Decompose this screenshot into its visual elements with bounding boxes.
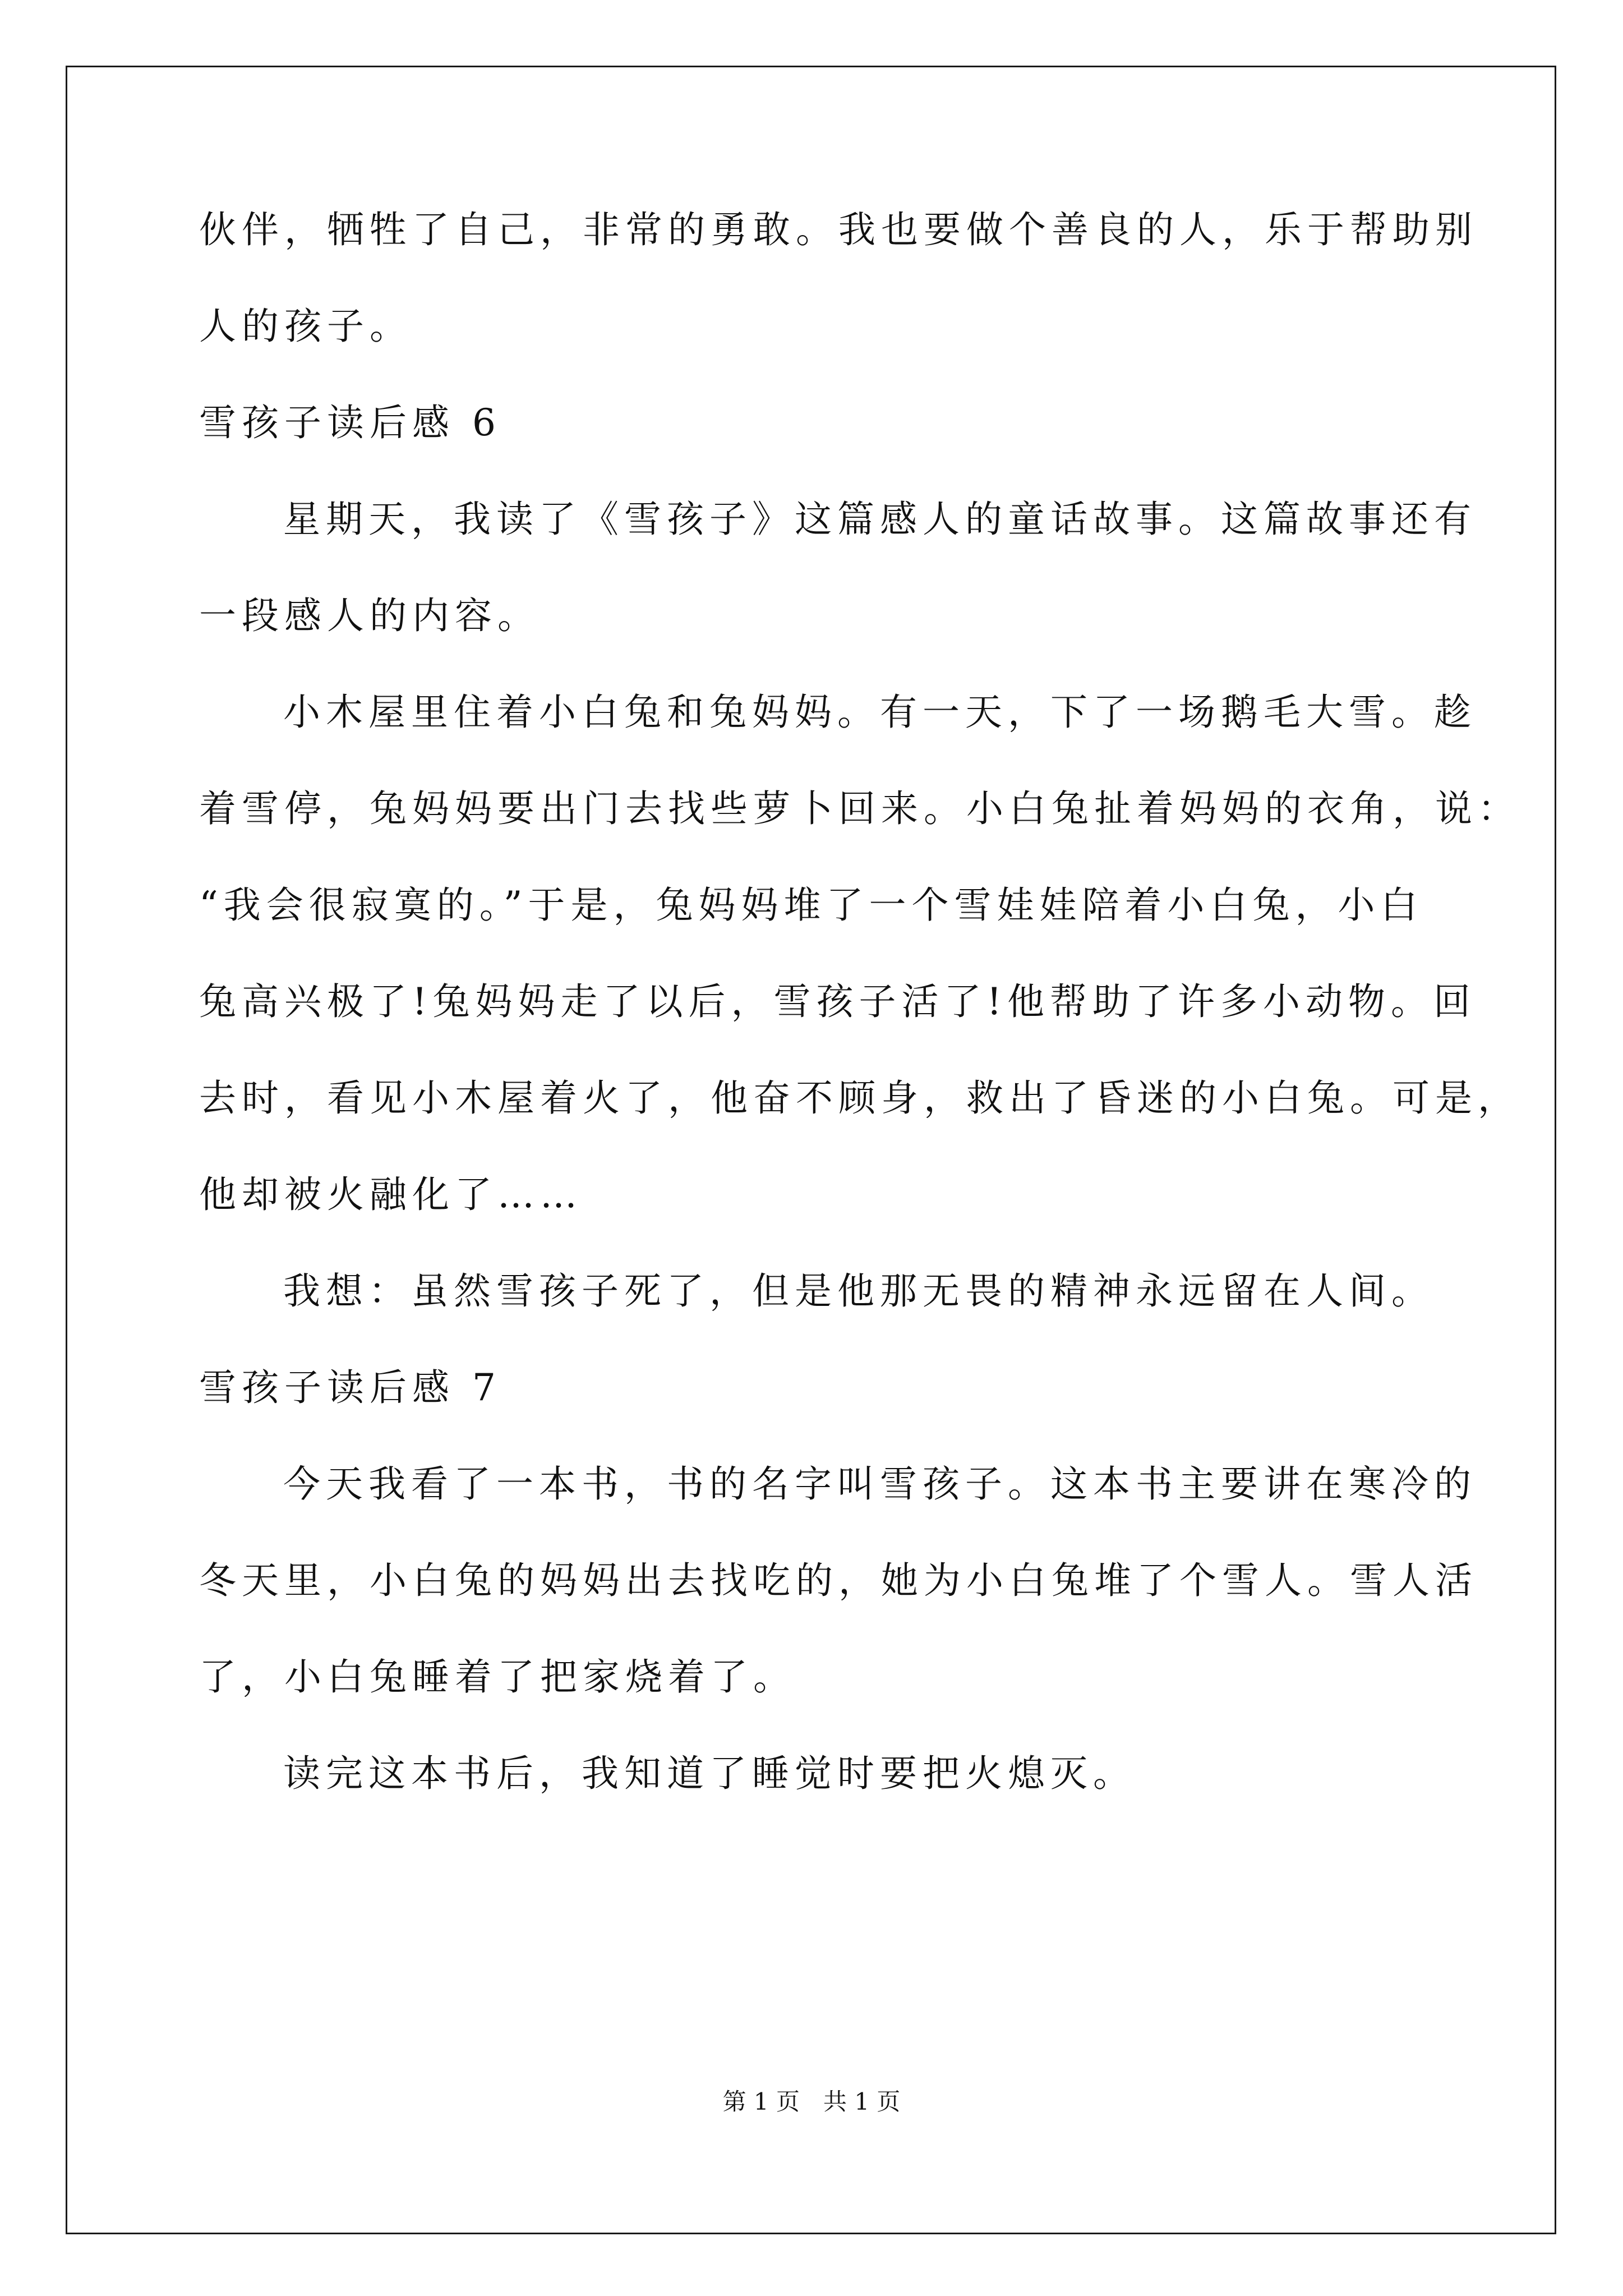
page-number-footer: 第 1 页 共 1 页 <box>722 2088 901 2115</box>
paragraph-start: 我想：虽然雪孩子死了，但是他那无畏的精神永远留在人间。 <box>283 1269 1434 1313</box>
page-border <box>66 66 1556 2234</box>
text-line: 着雪停，兔妈妈要出门去找些萝卜回来。小白兔扯着妈妈的衣角，说： <box>199 787 1520 830</box>
text-line: 一段感人的内容。 <box>199 594 540 637</box>
text-line: 兔高兴极了!兔妈妈走了以后，雪孩子活了!他帮助了许多小动物。回 <box>199 980 1477 1023</box>
text-line: 了，小白兔睡着了把家烧着了。 <box>199 1655 796 1699</box>
paragraph-start: 读完这本书后，我知道了睡觉时要把火熄灭。 <box>283 1752 1136 1795</box>
paragraph-start: 小木屋里住着小白兔和兔妈妈。有一天，下了一场鹅毛大雪。趁 <box>283 691 1477 734</box>
text-line: 去时，看见小木屋着火了，他奋不顾身，救出了昏迷的小白兔。可是， <box>199 1076 1520 1120</box>
text-line: 冬天里，小白兔的妈妈出去找吃的，她为小白兔堆了个雪人。雪人活 <box>199 1559 1478 1602</box>
text-line: 伙伴，牺牲了自己，非常的勇敢。我也要做个善良的人，乐于帮助别 <box>199 208 1478 251</box>
text-line: “我会很寂寞的。”于是，兔妈妈堆了一个雪娃娃陪着小白兔，小白 <box>199 884 1423 927</box>
paragraph-start: 今天我看了一本书，书的名字叫雪孩子。这本书主要讲在寒冷的 <box>283 1462 1477 1506</box>
paragraph-start: 星期天，我读了《雪孩子》这篇感人的童话故事。这篇故事还有 <box>283 498 1477 541</box>
section-heading: 雪孩子读后感 7 <box>199 1366 501 1409</box>
section-heading: 雪孩子读后感 6 <box>199 401 501 444</box>
text-line: 他却被火融化了…… <box>199 1173 583 1216</box>
text-line: 人的孩子。 <box>199 305 412 348</box>
